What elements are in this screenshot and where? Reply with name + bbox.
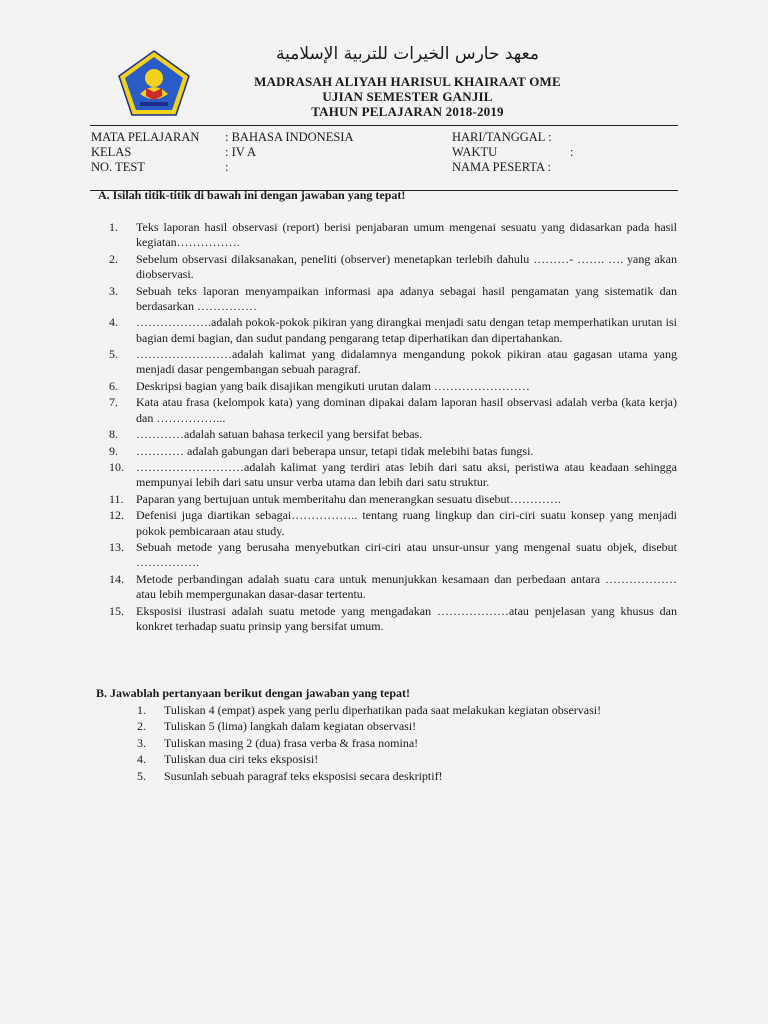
section-a-list [109, 220, 677, 636]
list-item [109, 443, 677, 459]
item-number: 1. [109, 220, 118, 234]
section-b-title: B. Jawablah pertanyaan berikut dengan jawaban yang tepat! [96, 686, 411, 700]
header-divider [90, 125, 678, 126]
day-label: HARI/TANGGAL : [452, 130, 552, 144]
list-item [109, 603, 677, 635]
item-text: ……………………adalah kalimat yang didalamnya mengandung pokok pikiran atau gagasan utama yang menjadi dasar pengembangan sebuah paragraf. [136, 347, 677, 377]
item-number: 2. [137, 719, 146, 734]
item-number: 13. [109, 540, 124, 555]
list-item [137, 768, 677, 784]
logo-ribbon [140, 102, 168, 106]
item-text: Tuliskan dua ciri teks eksposisi! [164, 752, 319, 767]
list-item [137, 719, 677, 734]
item-text: ………………………adalah kalimat yang terdiri atas lebih dari satu aksi, peristiwa atau keadaan sehingga mempunyai lebih dari satu unsur verba utama dan lebih dari satu struktur. [136, 460, 677, 490]
list-item [109, 508, 677, 539]
academic-year: TAHUN PELAJARAN 2018-2019 [311, 104, 504, 119]
item-number: 1. [137, 703, 146, 717]
class-label: KELAS [91, 145, 132, 159]
item-text: Eksposisi ilustrasi adalah suatu metode yang mengadakan ………………atau penjelasan yang khusus dan konkret terhadap suatu prinsip yang bersifat umum. [136, 603, 677, 634]
item-text: …………adalah satuan bahasa terkecil yang bersifat bebas. [136, 427, 423, 442]
list-item [109, 460, 677, 491]
list-item [109, 395, 677, 426]
item-number: 7. [109, 395, 118, 410]
list-item [109, 220, 677, 251]
list-item [109, 378, 677, 394]
list-item [109, 427, 677, 442]
item-text: Deskripsi bagian yang baik disajikan mengikuti urutan dalam …………………… [136, 378, 530, 393]
item-number: 15. [109, 603, 124, 618]
list-item [137, 703, 677, 718]
item-number: 4. [109, 315, 118, 330]
item-number: 4. [137, 752, 146, 767]
section-b-list [137, 703, 677, 785]
item-text: Tuliskan 5 (lima) langkah dalam kegiatan observasi! [164, 719, 417, 734]
logo-sun [145, 69, 163, 87]
item-text: Paparan yang bertujuan untuk memberitahu dan menerangkan sesuatu disebut…………. [136, 491, 561, 506]
item-number: 5. [137, 768, 146, 783]
school-logo [118, 50, 190, 116]
exam-name: UJIAN SEMESTER GANJIL [322, 89, 493, 104]
item-text: Sebuah metode yang berusaha menyebutkan ciri-ciri atau unsur-unsur yang mengenal suatu objek, disebut ……………. [136, 540, 677, 570]
list-item [109, 347, 677, 378]
class-value: : IV A [225, 145, 257, 159]
item-number: 3. [137, 735, 146, 750]
list-item [109, 283, 677, 315]
item-number: 14. [109, 571, 124, 586]
list-item [109, 491, 677, 507]
list-item [137, 752, 677, 767]
item-text: Teks laporan hasil observasi (report) berisi penjabaran umum mengenai sesuatu yang didasarkan pada hasil kegiatan……………. [136, 220, 677, 250]
list-item [109, 251, 677, 283]
item-text: Tuliskan 4 (empat) aspek yang perlu diperhatikan pada saat melakukan kegiatan observasi! [164, 703, 602, 717]
item-number: 11. [109, 491, 124, 506]
item-number: 2. [109, 251, 118, 266]
list-item [109, 571, 677, 603]
section-a-title: A. Isilah titik-titik di bawah ini dengan jawaban yang tepat! [98, 188, 406, 202]
item-text: Sebelum observasi dilaksanakan, peneliti (observer) menetapkan terlebih dahulu ………- ……. …. yang akan diobservasi. [136, 251, 677, 282]
participant-label: NAMA PESERTA : [452, 160, 551, 174]
test-label: NO. TEST [91, 160, 145, 174]
item-text: ……………….adalah pokok-pokok pikiran yang dirangkai menjadi satu dengan tetap memperhatikan urutan isi bagian demi bagian, dan sudut pandang pengarang tetap diperhatikan dan dipertahankan. [136, 315, 677, 345]
subject-value: : BAHASA INDONESIA [225, 130, 354, 144]
item-number: 6. [109, 378, 118, 393]
item-number: 5. [109, 347, 118, 362]
item-number: 12. [109, 508, 124, 523]
list-item [109, 315, 677, 346]
list-item [137, 735, 677, 751]
list-item [109, 540, 677, 571]
arabic-title: معهد حارس الخيرات للتربية الإسلامية [276, 44, 539, 64]
item-number: 10. [109, 460, 124, 475]
item-text: ………… adalah gabungan dari beberapa unsur, tetapi tidak melebihi batas fungsi. [136, 443, 534, 458]
test-value: : [225, 160, 229, 174]
time-label: WAKTU [452, 145, 498, 159]
item-text: Sebuah teks laporan menyampaikan informasi apa adanya sebagai hasil pengamatan yang sistematik dan berdasarkan …………… [136, 283, 677, 313]
item-text: Metode perbandingan adalah suatu cara untuk menunjukkan kesamaan dan perbedaan antara ……………… atau lebih mempergunakan dasar-dasar tertentu. [136, 571, 677, 602]
item-number: 9. [109, 443, 118, 458]
item-text: Susunlah sebuah paragraf teks eksposisi secara deskriptif! [164, 768, 443, 783]
item-text: Kata atau frasa (kelompok kata) yang dominan dipakai dalam laporan hasil observasi adalah verba (kata kerja) dan ……………... [136, 395, 677, 425]
item-text: Defenisi juga diartikan sebagai…………….. tentang ruang lingkup dan ciri-ciri suatu konsep yang menjadi pokok pembicaraan atau study. [136, 508, 677, 538]
school-name: MADRASAH ALIYAH HARISUL KHAIRAAT OME [254, 74, 561, 89]
item-text: Tuliskan masing 2 (dua) frasa verba & frasa nomina! [164, 735, 419, 750]
item-number: 8. [109, 427, 118, 442]
time-value: : [570, 145, 574, 159]
item-number: 3. [109, 283, 118, 298]
subject-label: MATA PELAJARAN [91, 130, 200, 144]
